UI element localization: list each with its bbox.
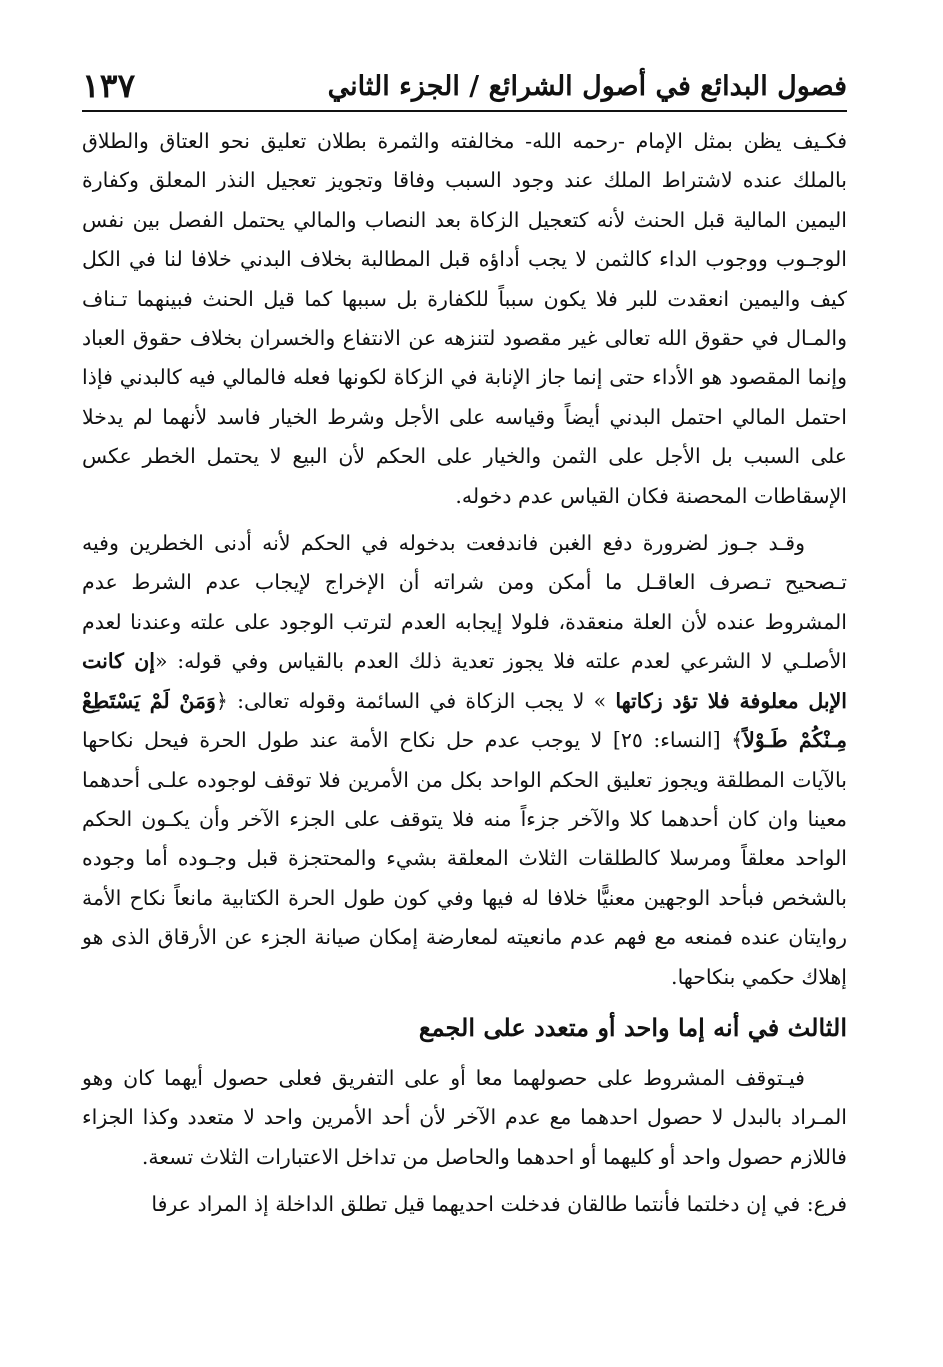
- hadith-quote: إن كانت الإبل معلوفة فلا تؤد زكاتها: [82, 649, 847, 713]
- book-title: فصول البدائع في أصول الشرائع / الجزء الثاني: [327, 71, 847, 103]
- paragraph-1: فكـيف يظن بمثل الإمام -رحمه الله- مخالفته والثمرة بطلان تعليق نحو العتاق والطلاق بالملك عنده لاشتراط الملك عند وجود السبب وفاقا وتجويز تعجيل النذر المعلق وكفارة اليمين المالية قبل الحنث لأنه كتعجيل الزكاة بعد النصاب والمالي يحتمل الفصل بين نفس الوجـوب ووجوب الداء كالثمن لا يجب أداؤه قبل المطالبة بخلاف البدني خلافا لنا في الكل كيف واليمين انعقدت للبر فلا يكون سبباً للكفارة بل سببها كما قيل الحنث فبينهما تـناف والمـال في حقوق الله تعالى غير مقصود لتنزهه عن الانتفاع والخسران بخلاف حقوق العباد وإنما المقصود هو الأداء حتى إنما جاز الإنابة في الزكاة لكونها فعله فالمالي فيه كالبدني فإذا احتمل المالي احتمل البدني أيضاً وقياسه على الأجل وشرط الخيار فاسد لأنهما لم يدخلا على السبب بل الأجل على الثمن والخيار على الحكم لأن البيع لا يحتمل الخطر عكس الإسقاطات المحصنة فكان القياس عدم دخوله.: [82, 129, 847, 508]
- running-header: [82, 52, 847, 106]
- paragraph-2: [82, 524, 847, 997]
- paragraph-2-text-a: وقـد جـوز لضرورة دفع الغبن فاندفعت بدخوله في الحكم لأنه أدنى الخطرين وفيه تـصحيح تـصرف العاقـل ما أمكن ومن شراته أن الإخراج لإيجاب عدم الشرط عدم المشروط عنده لأن العلة منعقدة، فلولا إيجابه العدم لترتب الوجود على علته وعندنا لعدم الأصلـي لا الشرعي لعدم علته فلا يجوز تعدية ذلك العدم بالقياس وفي قوله: «: [82, 531, 847, 674]
- paragraph-3: فيـتوقف المشروط على حصولهما معا أو على التفريق فعلى حصول أيهما كان وهو المـراد بالبدل لا حصول احدهما مع عدم الآخر لأن أحد الأمرين واحد لا متعدد وكذا الجزاء فاللازم حصول واحد أو كليهما أو احدهما والحاصل من تداخل الاعتبارات الثلاث تسعة.: [82, 1065, 847, 1169]
- paragraph-4: فرع: في إن دخلتما فأنتما طالقان فدخلت احديهما قيل تطلق الداخلة إذ المراد عرفا: [151, 1192, 847, 1217]
- section-heading: الثالث في أنه إما واحد أو متعدد على الجمع: [418, 1012, 847, 1042]
- body-text: [82, 122, 847, 1337]
- header-rule: [82, 110, 847, 112]
- quran-quote: وَمَنْ لَمْ يَسْتَطِعْ مِـنْكُمْ طَـوْلاً: [82, 688, 848, 753]
- paragraph-2-text-b: » لا يجب الزكاة في السائمة وقوله تعالى: ﴿: [215, 688, 616, 713]
- page-number: ١٣٧: [82, 66, 136, 106]
- paragraph-2-text-c: ﴾ [النساء: ٢٥] لا يوجب عدم حل نكاح الأمة عند طول الحرة فيحل نكاحها بالآيات المطلقة ويجوز تعليق الحكم الواحد بكل من الأمرين فلا توقف لوجوده علـى أحدهما معينا وان كان أحدهما كلا والآخر جزءاً منه فلا يتوقف على الجزء الآخر وأن يكـون الحكم الواحد معلقاً ومرسلا كالطلقات الثلاث المعلقة بشيء والمحتجزة قبل وجـوده أما وجوده بالشخص فبأحد الوجهين معنيًّا خلافا له فيها وفي كون طول الحرة الكتابية مانعاً نكاح الأمة روايتان عنده فمنعه مع فهم عدم مانعيته لمعارضة إمكان صيانة الجزء عن الأرقاق الذى هو إهلاك حكمي بنكاحها.: [82, 728, 847, 989]
